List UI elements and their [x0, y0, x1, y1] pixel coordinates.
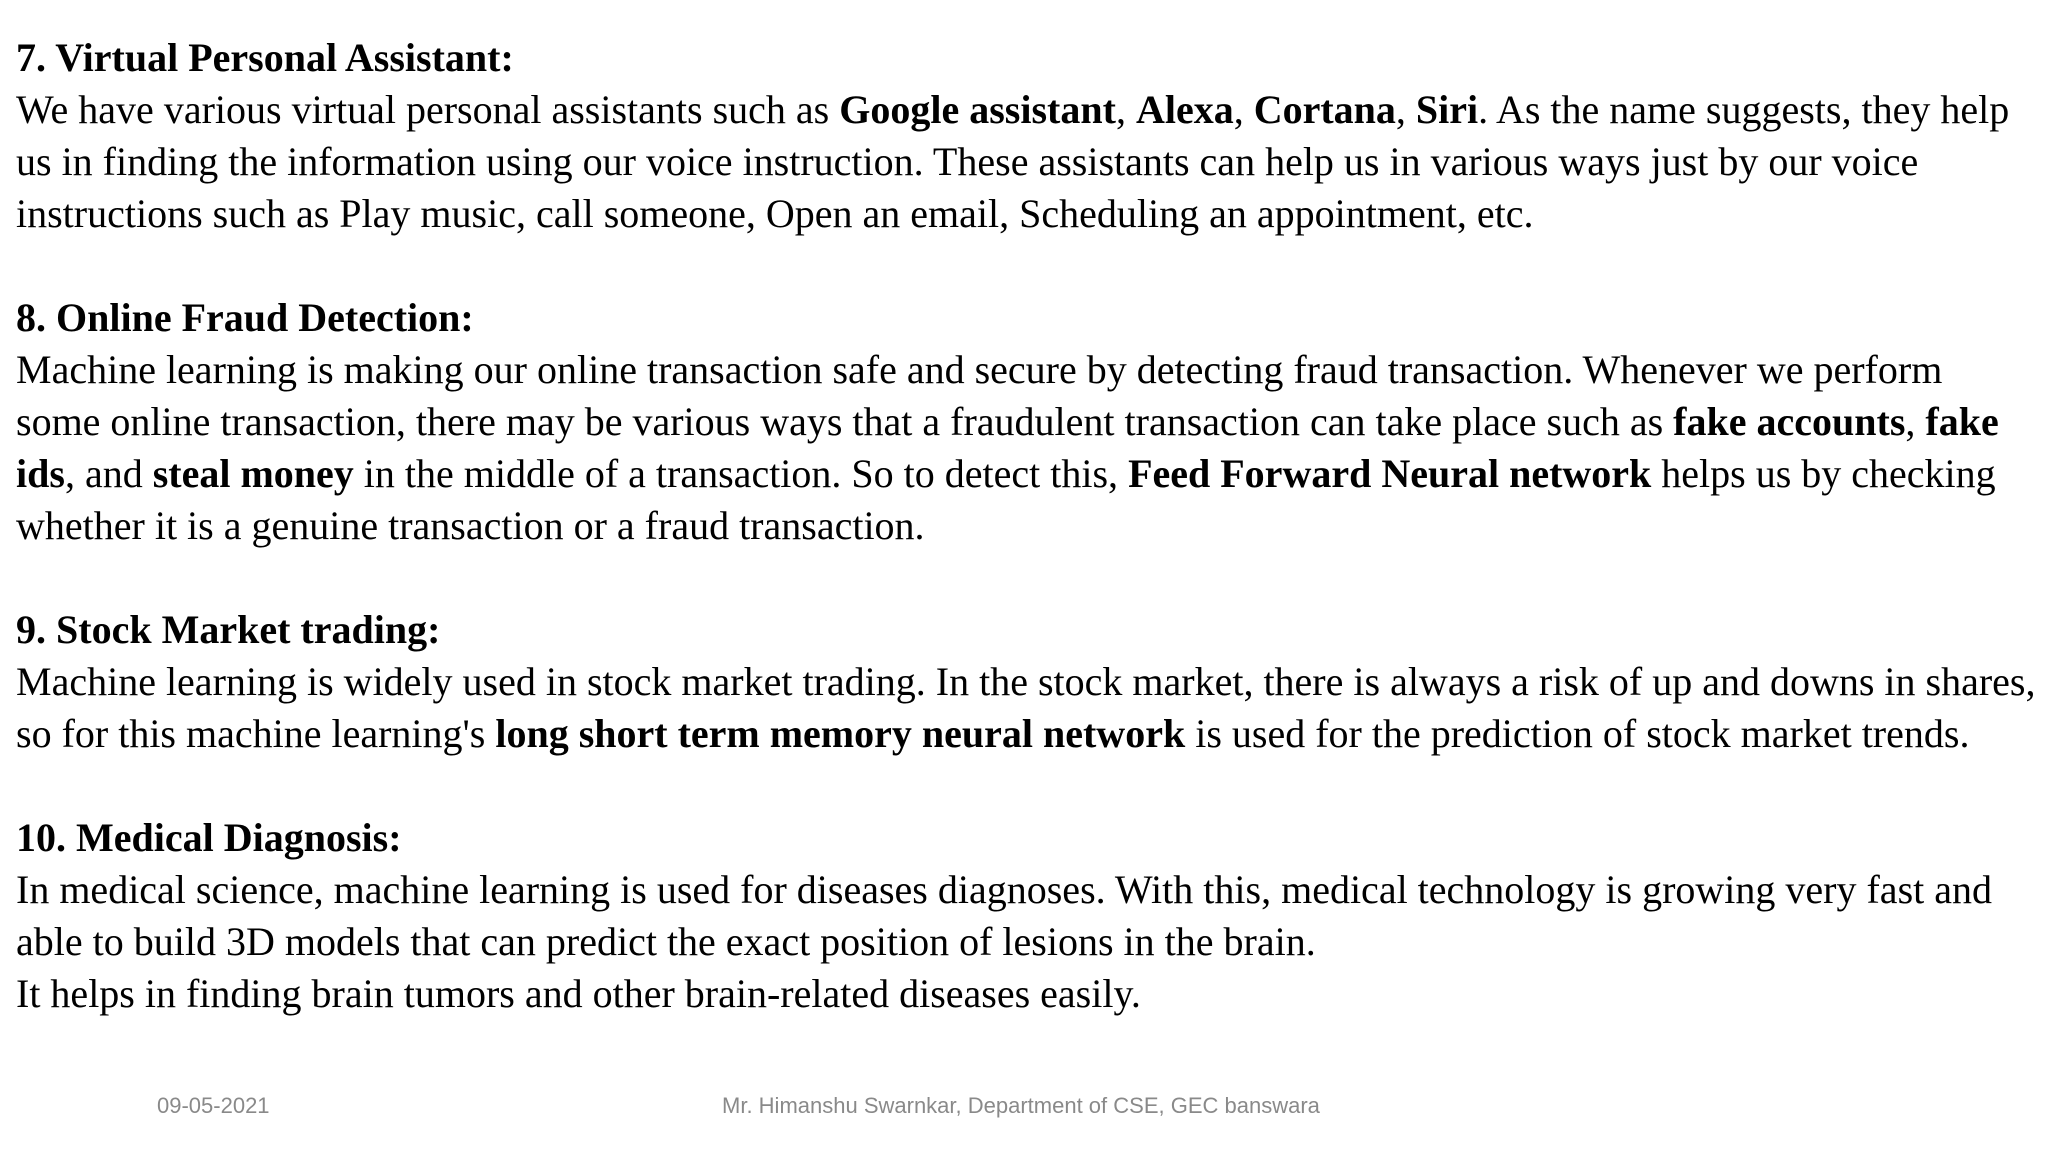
text-run: ,	[1395, 87, 1416, 132]
text-run: Machine learning is widely used in stock market trading. In the stock market, there is always a risk of up and downs in shares, so for this machine learning's	[16, 659, 2036, 756]
section-heading: 10. Medical Diagnosis:	[16, 815, 402, 860]
text-run: ,	[1905, 399, 1926, 444]
bold-term-fake-accounts: fake accounts	[1673, 399, 1906, 444]
section-paragraph	[16, 656, 2036, 760]
text-run: ,	[1115, 87, 1136, 132]
section-online-fraud-detection	[16, 292, 2036, 552]
bold-term-alexa: Alexa	[1135, 87, 1234, 132]
section-paragraph-2: It helps in finding brain tumors and other brain-related diseases easily.	[16, 971, 1141, 1016]
section-medical-diagnosis	[16, 812, 2036, 1020]
section-paragraph: In medical science, machine learning is used for diseases diagnoses. With this, medical technology is growing very fast and able to build 3D models that can predict the exact position of lesions in the brain.	[16, 867, 1992, 964]
section-paragraph	[16, 344, 2036, 552]
text-run: helps us by checking whether it is a genuine transaction or a fraud transaction.	[16, 451, 1996, 548]
text-run: Machine learning is making our online transaction safe and secure by detecting fraud transaction. Whenever we perform some online transaction, there may be various ways that a fraudulent transaction can take place such as	[16, 347, 1943, 444]
section-heading: 9. Stock Market trading:	[16, 607, 441, 652]
bold-term-feed-forward-neural-network: Feed Forward Neural network	[1128, 451, 1652, 496]
section-heading: 7. Virtual Personal Assistant:	[16, 35, 514, 80]
section-virtual-personal-assistant	[16, 32, 2036, 240]
text-run: . As the name suggests, they help us in finding the information using our voice instruction. These assistants can help us in various ways just by our voice instructions such as Play music, call someone, Open an email, Scheduling an appointment, etc.	[16, 87, 2010, 236]
text-run: is used for the prediction of stock market trends.	[1185, 711, 1970, 756]
bold-term-cortana: Cortana	[1253, 87, 1396, 132]
bold-term-steal-money: steal money	[152, 451, 354, 496]
section-paragraph	[16, 84, 2036, 240]
footer-credit: Mr. Himanshu Swarnkar, Department of CSE, GEC banswara	[722, 1093, 1320, 1118]
bold-term-fake-ids: fake ids	[16, 399, 1999, 496]
text-run: ,	[1233, 87, 1254, 132]
slide-content	[16, 32, 2036, 1020]
bold-term-siri: Siri	[1415, 87, 1479, 132]
bold-term-lstm-network: long short term memory neural network	[495, 711, 1186, 756]
bold-term-google-assistant: Google assistant	[839, 87, 1116, 132]
section-stock-market-trading	[16, 604, 2036, 760]
text-run: , and	[64, 451, 153, 496]
text-run: in the middle of a transaction. So to detect this,	[353, 451, 1129, 496]
section-heading: 8. Online Fraud Detection:	[16, 295, 474, 340]
text-run: We have various virtual personal assistants such as	[16, 87, 840, 132]
footer-date: 09-05-2021	[157, 1093, 270, 1118]
